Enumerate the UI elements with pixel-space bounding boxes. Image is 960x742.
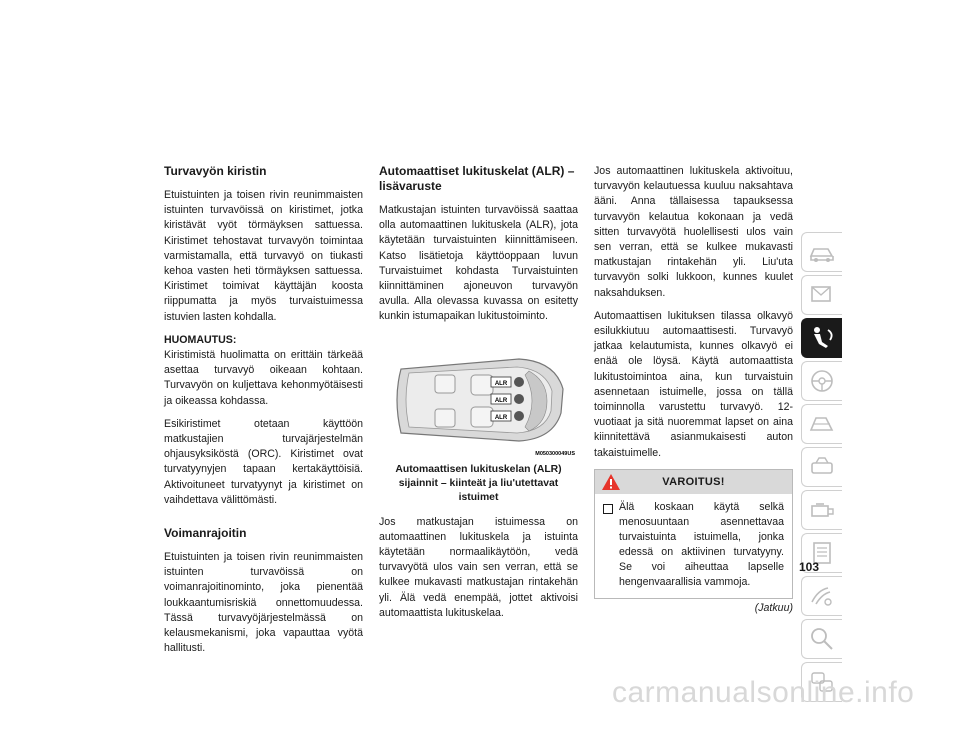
warning-triangle-icon — [601, 473, 621, 491]
index-search-icon — [808, 625, 836, 653]
heading-rajoitin: Voimanrajoitin — [164, 526, 247, 541]
tab-emergency[interactable] — [801, 447, 842, 487]
tab-service[interactable] — [801, 490, 842, 530]
warning-text: Älä koskaan käytä selkä menosuuntaan asennettavaa turvaistuinta istuimella, jonka edessä on aktiivinen turvatyyny. Se voi aiheuttaa lapselle hengenvaarallisia vammoja. — [619, 500, 784, 588]
chapter-tabs — [801, 232, 843, 705]
warning-header — [595, 470, 792, 494]
paragraph: Matkustajan istuinten turvavöissä saattaa olla automaattinen lukituskela (ALR), jota käytetään turvaistuinten kiinnittämiseen. Katso lisätietoja käyttöoppaan luvun Turvaistuimet kohdasta Turvaistuinten kiinnittäminen ajoneuvon turvavyön avulla. Alla olevassa kuvassa on esitetty kunkin istumapaikan lukitustoiminto. — [379, 204, 578, 323]
tab-driving[interactable] — [801, 404, 842, 444]
tab-steering[interactable] — [801, 361, 842, 401]
alr-marker — [491, 377, 511, 387]
column-middle — [379, 150, 578, 629]
seatbelt-icon — [514, 394, 524, 404]
alr-marker — [491, 394, 511, 404]
warning-title: VAROITUS! — [662, 475, 725, 488]
warning-body — [595, 494, 792, 598]
multimedia-icon — [808, 582, 836, 610]
note-text: Kiristimistä huolimatta on erittäin tärkeää asettaa turvavyö oikeaan kohtaan. Turvavyön on kuljettava kehonmyötäisesti ja oikeassa kohdassa. — [164, 349, 363, 407]
heading-kiristin: Turvavyön kiristin — [164, 164, 267, 178]
alr-marker — [491, 411, 511, 421]
figure-id: M050300049US — [535, 450, 575, 457]
note — [164, 333, 363, 409]
warning-box — [594, 469, 793, 599]
safety-airbag-icon — [808, 324, 836, 352]
driving-icon — [808, 410, 836, 438]
column-left — [164, 150, 363, 664]
tab-index-search[interactable] — [801, 619, 842, 659]
vehicle-topview-illustration — [379, 341, 578, 459]
tab-multimedia[interactable] — [801, 576, 842, 616]
checkbox-bullet-icon — [603, 504, 613, 514]
seatbelt-icon — [514, 411, 524, 421]
paragraph: Jos matkustajan istuimessa on automaattinen lukituskela ja istuinta käytetään normaalikäytöön, vedä turvavyötä ulos vain sen verran, että se kulkee mukavasti matkustajan rintakehän yli. Älä vedä enempää, jottet aktivoisi automaattista lukituskelaa. — [379, 515, 578, 619]
note-label: HUOMAUTUS: — [164, 333, 237, 346]
steering-wheel-icon — [808, 367, 836, 395]
emergency-icon — [808, 453, 836, 481]
page-number: 103 — [799, 560, 820, 574]
svg-text:ALR: ALR — [494, 380, 508, 387]
continued-label: (Jatkuu) — [754, 601, 793, 614]
heading-alr: Automaattiset lukituskelat (ALR) – lisävaruste — [379, 164, 575, 193]
warning-lights-icon — [808, 281, 836, 309]
paragraph: Automaattisen lukituksen tilassa olkavyö esilukkiutuu automaattisesti. Turvavyö jatkaa kelautumista, kunnes olkavyö ei enää ole löysä. Käytä automaattista lukitustoimintoa aina, kun turvaistuin asennetaan istuimelle, jossa on tällä toiminnolla varustettu turvavyö. 12-vuotiaat ja sitä nuoremmat lapset on aina kiinnitettävä asianmukaisesti auton takaistuimelle. — [594, 309, 793, 459]
svg-text:ALR: ALR — [494, 414, 508, 421]
seatbelt-icon — [514, 377, 524, 387]
tab-car-info[interactable] — [801, 232, 842, 272]
watermark: carmanualsonline.info — [612, 676, 915, 709]
paragraph: Jos automaattinen lukituskela aktivoituu, turvavyön kelautuessa kuuluu naksahtava ääni. Anna tällaisessa tapauksessa turvavyön kelautua kokonaan ja vedä sitten turvavyötä huolellisesti ulos vain sen verran, että se kulkee mukavasti matkustajan rintakehän yli. Liu'uta turvavyön solki lukkoon, kunnes kuulet naksahduksen. — [594, 165, 793, 299]
service-icon — [808, 496, 836, 524]
tab-safety[interactable] — [801, 318, 842, 358]
paragraph: Esikiristimet otetaan käyttöön matkustajien turvajärjestelmän ohjausyksiköstä (ORC). Kiristimet ovat turvatyynyjen tapaan kertakäyttöisiä. Aktivoituneet turvatyynyt ja kiristimet on vaihdettava välittömästi. — [164, 417, 363, 506]
car-info-icon — [808, 238, 836, 266]
tab-warning-lights[interactable] — [801, 275, 842, 315]
column-right — [594, 150, 793, 616]
paragraph: Etuistuinten ja toisen rivin reunimmaisten istuinten turvavöissä on voimanrajoitinominto, joka pienentää loukkaantumisriskiä onnettomuudessa. Tässä turvavyöjärjestelmässä on kelausmekanismi, joka vapauttaa vyötä hallitusti. — [164, 551, 363, 655]
svg-text:ALR: ALR — [494, 397, 508, 404]
figure-caption: Automaattisen lukituskelan (ALR) sijainnit – kiinteät ja liu'utettavat istuimet — [395, 463, 562, 503]
paragraph: Etuistuinten ja toisen rivin reunimmaisten istuinten turvavöissä on kiristimet, jotka kiristävät vyöt törmäyksen sattuessa. Kiristimet tehostavat turvavyön toimintaa varmistamalla, että turvavyö on tiukasti kehoa vasten heti törmäyksen sattuessa. Kiristimet toimivat käyttäjän koosta riippumatta ja myös turvaistuimessa istuvien lasten kohdalla. — [164, 189, 363, 323]
alr-figure — [379, 341, 578, 459]
